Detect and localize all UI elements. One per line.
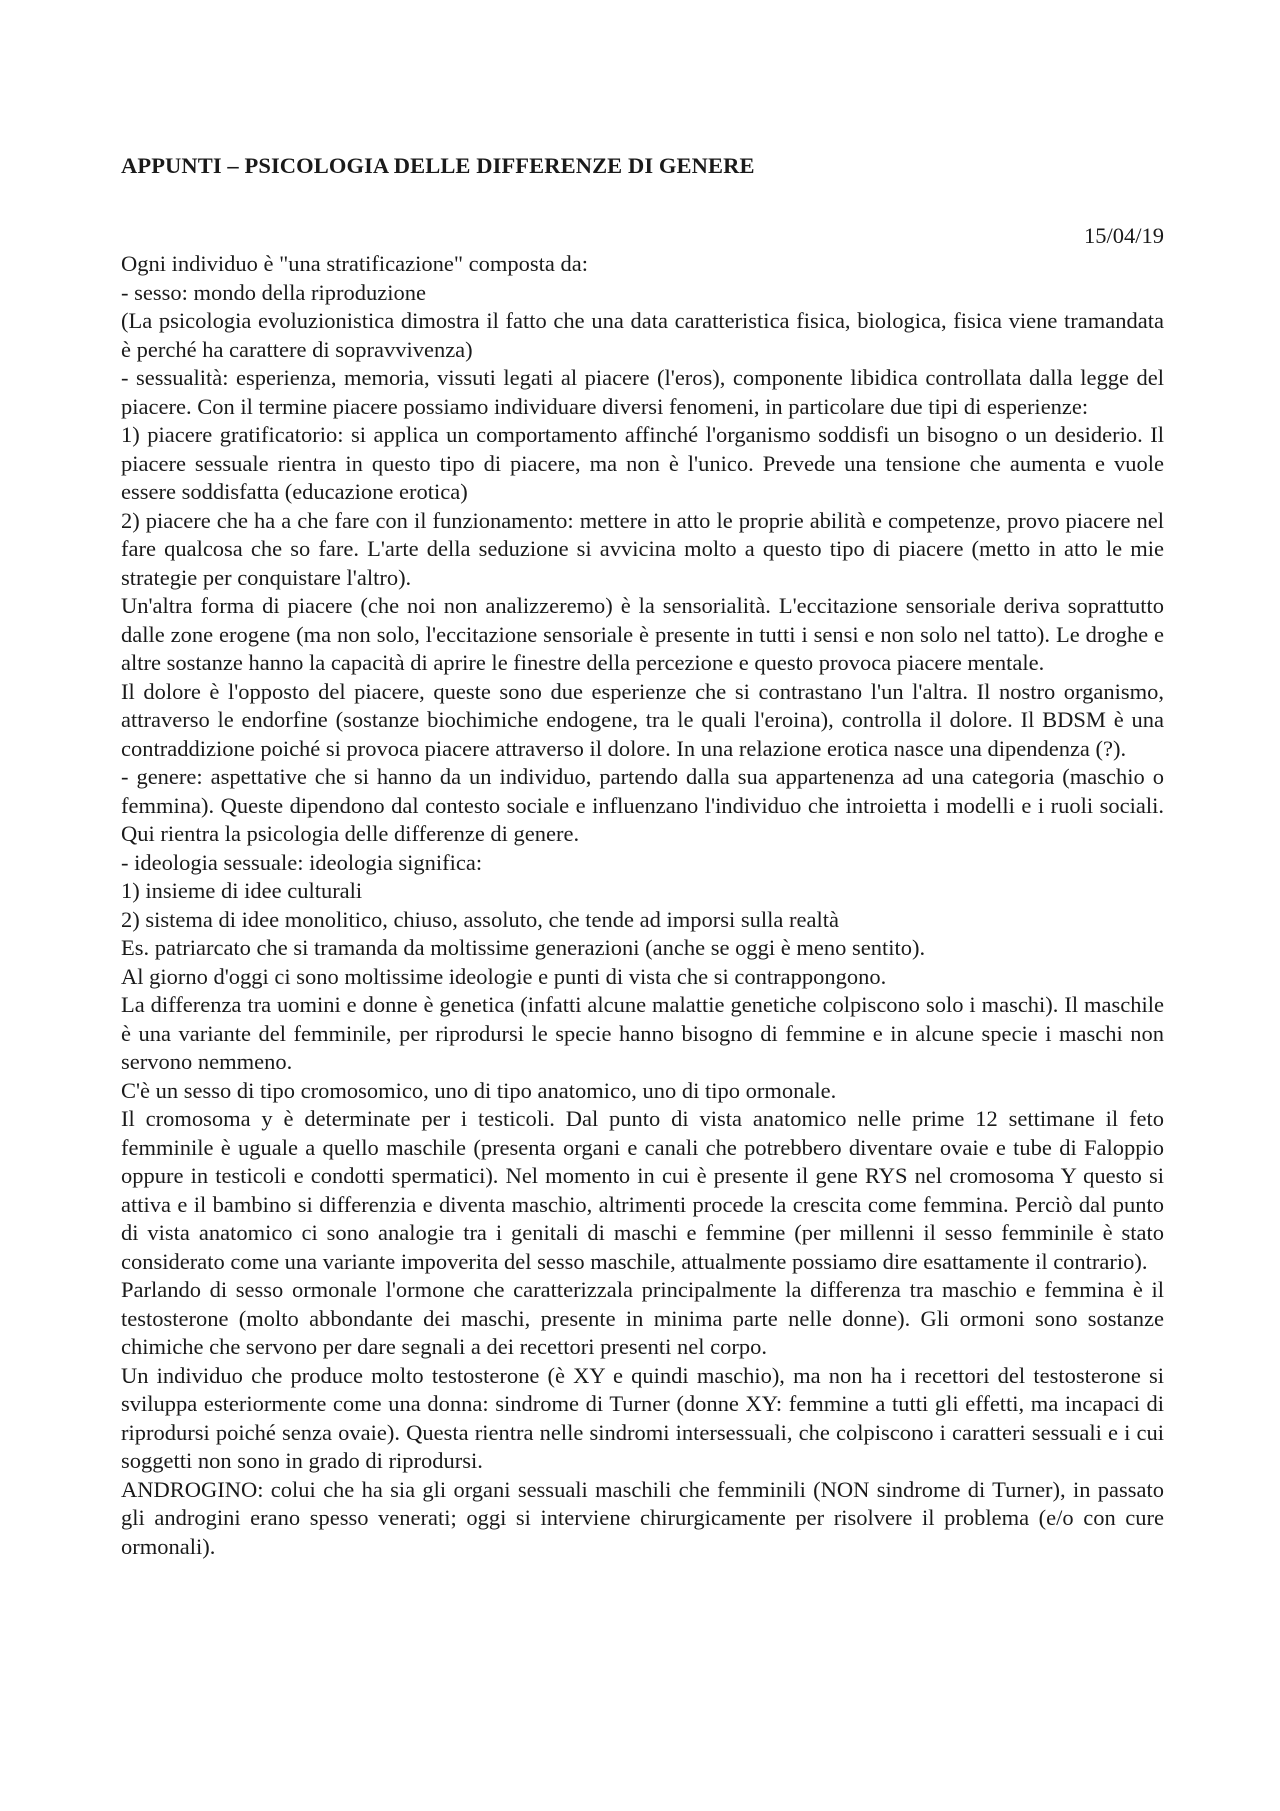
paragraph-piacere-funzionamento: 2) piacere che ha a che fare con il funzionamento: mettere in atto le proprie abilità e competenze, provo piacere nel fare qualcosa che so fare. L'arte della seduzione si avvicina molto a questo tipo di piacere (metto in atto le mie strategie per conquistare l'altro).: [121, 507, 1164, 590]
document-date: 15/04/19: [1083, 223, 1164, 248]
paragraph-ideologia-1: 1) insieme di idee culturali: [121, 878, 363, 903]
paragraph-cromosoma: Il cromosoma y è determinate per i testicoli. Dal punto di vista anatomico nelle prime 12 settimane il feto femminile è uguale a quello maschile (presenta organi e canali che potrebbero diventare ovaie e tube di Faloppio oppure in testicoli e condotti spermatici). Nel momento in cui è presente il gene RYS nel cromosoma Y questo si attiva e il bambino si differenzia e diventa maschio, altrimenti procede la crescita come femmina. Perciò dal punto di vista anatomico ci sono analogie tra i genitali di maschi e femmine (per millenni il sesso femminile è stato considerato come una variante impoverita del sesso maschile, attualmente possiamo dire esattamente il contrario).: [121, 1106, 1164, 1274]
paragraph-ideologia: - ideologia sessuale: ideologia significa:: [121, 849, 483, 875]
paragraph-genere: - genere: aspettative che si hanno da un individuo, partendo dalla sua appartenenza ad una categoria (maschio o femmina). Queste dipendono dal contesto sociale e influenzano l'individuo che introietta i modelli e i ruoli sociali. Qui rientra la psicologia delle differenze di genere.: [121, 764, 1164, 846]
paragraph-testosterone: Un individuo che produce molto testosterone (è XY e quindi maschio), ma non ha i recettori del testosterone si sviluppa esteriormente come una donna: sindrome di Turner (donne XY: femmine a tutti gli effetti, ma incapaci di riprodursi poiché senza ovaie). Questa rientra nelle sindromi intersessuali, che colpiscono i caratteri sessuali e i cui soggetti non sono in grado di riprodursi.: [121, 1362, 1164, 1473]
paragraph-ideologia-2: 2) sistema di idee monolitico, chiuso, assoluto, che tende ad imporsi sulla realtà: [121, 906, 839, 932]
document-body: [121, 250, 1164, 1561]
paragraph-evoluzionistica: (La psicologia evoluzionistica dimostra il fatto che una data caratteristica fisica, biologica, fisica viene tramandata è perché ha carattere di sopravvivenza): [121, 308, 1164, 362]
document-page: [121, 152, 1164, 1561]
paragraph-piacere-gratificatorio: 1) piacere gratificatorio: si applica un comportamento affinché l'organismo soddisfi un bisogno o un desiderio. Il piacere sessuale rientra in questo tipo di piacere, ma non è l'unico. Prevede una tensione che aumenta e vuole essere soddisfatta (educazione erotica): [121, 422, 1164, 504]
paragraph-sessualita: - sessualità: esperienza, memoria, vissuti legati al piacere (l'eros), componente libidica controllata dalla legge del piacere. Con il termine piacere possiamo individuare diversi fenomeni, in particolare due tipi di esperienze:: [121, 365, 1164, 419]
paragraph-ideologie: Al giorno d'oggi ci sono moltissime ideologie e punti di vista che si contrappongono.: [121, 963, 887, 989]
paragraph-sensorialita: Un'altra forma di piacere (che noi non analizzeremo) è la sensorialità. L'eccitazione sensoriale deriva soprattutto dalle zone erogene (ma non solo, l'eccitazione sensoriale è presente in tutti i sensi e non solo nel tatto). Le droghe e altre sostanze hanno la capacità di aprire le finestre della percezione e questo provoca piacere mentale.: [121, 593, 1164, 675]
paragraph-sesso-ormonale: Parlando di sesso ormonale l'ormone che caratterizzala principalmente la differenza tra maschio e femmina è il testosterone (molto abbondante dei maschi, presente in minima parte nelle donne). Gli ormoni sono sostanze chimiche che servono per dare segnali a dei recettori presenti nel corpo.: [121, 1277, 1164, 1359]
paragraph-dolore: Il dolore è l'opposto del piacere, queste sono due esperienze che si contrastano l'un l'altra. Il nostro organismo, attraverso le endorfine (sostanze biochimiche endogene, tra le quali l'eroina), controlla il dolore. Il BDSM è una contraddizione poiché si provoca piacere attraverso il dolore. In una relazione erotica nasce una dipendenza (?).: [121, 678, 1164, 761]
paragraph-intro: Ogni individuo è "una stratificazione" composta da:: [121, 251, 588, 276]
paragraph-sesso: - sesso: mondo della riproduzione: [121, 279, 426, 305]
paragraph-patriarcato: Es. patriarcato che si tramanda da moltissime generazioni (anche se oggi è meno sentito).: [121, 935, 926, 960]
paragraph-tipi-sesso: C'è un sesso di tipo cromosomico, uno di tipo anatomico, uno di tipo ormonale.: [121, 1077, 837, 1103]
document-title: APPUNTI – PSICOLOGIA DELLE DIFFERENZE DI GENERE: [121, 153, 755, 178]
paragraph-differenza-genetica: La differenza tra uomini e donne è genetica (infatti alcune malattie genetiche colpiscono solo i maschi). Il maschile è una variante del femminile, per riprodursi le specie hanno bisogno di femmine e in alcune specie i maschi non servono nemmeno.: [121, 992, 1164, 1074]
paragraph-androgino: ANDROGINO: colui che ha sia gli organi sessuali maschili che femminili (NON sindrome di Turner), in passato gli androgini erano spesso venerati; oggi si interviene chirurgicamente per risolvere il problema (e/o con cure ormonali).: [121, 1476, 1164, 1559]
